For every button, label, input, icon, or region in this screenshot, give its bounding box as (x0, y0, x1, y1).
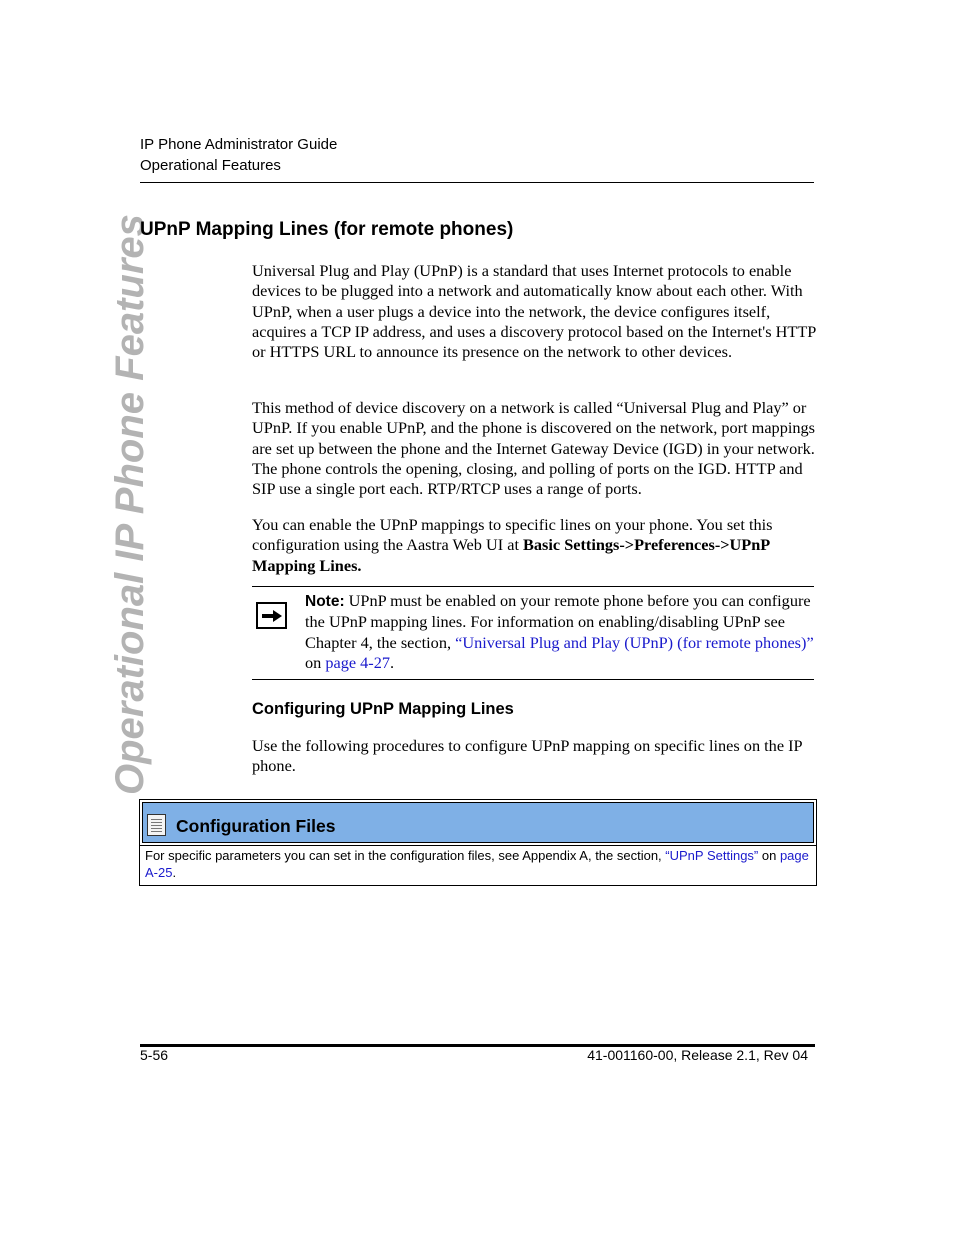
config-files-divider (139, 845, 817, 846)
note-body: UPnP must be enabled on your remote phone before you can configure the UPnP mapping lines. For information on enabling/disabling UPnP see Chapter 4, the section, (305, 591, 811, 652)
link-upnp-settings[interactable]: “UPnP Settings” (665, 848, 759, 863)
arrow-right-icon (256, 602, 287, 629)
subsection-heading: Configuring UPnP Mapping Lines (252, 700, 514, 718)
link-page-4-27[interactable]: page 4-27 (325, 652, 391, 672)
header-chapter-title: Operational Features (140, 157, 281, 174)
paragraph-enable-mappings-text: You can enable the UPnP mappings to specific lines on your phone. You set this configuration using the Aastra Web UI at (252, 515, 773, 555)
link-upnp-section[interactable]: “Universal Plug and Play (UPnP) (for remote phones)” (455, 632, 814, 652)
note-text (305, 591, 815, 673)
footer-document-id: 41-001160-00, Release 2.1, Rev 04 (587, 1047, 808, 1063)
paragraph-upnp-intro: Universal Plug and Play (UPnP) is a standard that uses Internet protocols to enable devices to be plugged into a network and automatically know about each other. With UPnP, when a user plugs a device into the network, the device configures itself, acquires a TCP IP address, and uses a discovery protocol based on the Internet's HTTP or HTTPS URL to announce its presence on the network to other devices. (252, 261, 816, 362)
config-files-title: Configuration Files (176, 816, 336, 836)
menu-path: Basic Settings->Preferences->UPnP Mapping Lines. (252, 535, 770, 575)
note-label: Note: (305, 593, 345, 610)
config-files-end: . (172, 865, 177, 880)
document-icon (147, 814, 166, 836)
link-page-a-25[interactable]: page A-25 (145, 848, 809, 880)
footer-page-number: 5-56 (140, 1047, 169, 1063)
note-top-divider (252, 586, 814, 587)
config-files-text (145, 847, 813, 881)
sidebar-chapter-title: Operational IP Phone Features (108, 214, 152, 795)
config-files-body: For specific parameters you can set in the configuration files, see Appendix A, the section, (145, 848, 666, 863)
note-end: . (390, 652, 395, 672)
paragraph-device-discovery: This method of device discovery on a network is called “Universal Plug and Play” or UPnP. If you enable UPnP, and the phone is discovered on the network, port mappings are set up between the phone and the Internet Gateway Device (IGD) in your network. The phone controls the opening, closing, and polling of ports on the IGD. HTTP and SIP use a single port each. RTP/RTCP uses a range of ports. (252, 398, 815, 499)
note-connector: on (305, 652, 326, 672)
header-guide-title: IP Phone Administrator Guide (140, 136, 338, 153)
section-heading: UPnP Mapping Lines (for remote phones) (140, 219, 514, 240)
note-bottom-divider (252, 679, 814, 680)
paragraph-procedures: Use the following procedures to configure UPnP mapping on specific lines on the IP phone. (252, 736, 802, 776)
header-divider (140, 182, 814, 183)
config-files-connector: on (758, 848, 780, 863)
paragraph-enable-mappings (252, 515, 817, 576)
